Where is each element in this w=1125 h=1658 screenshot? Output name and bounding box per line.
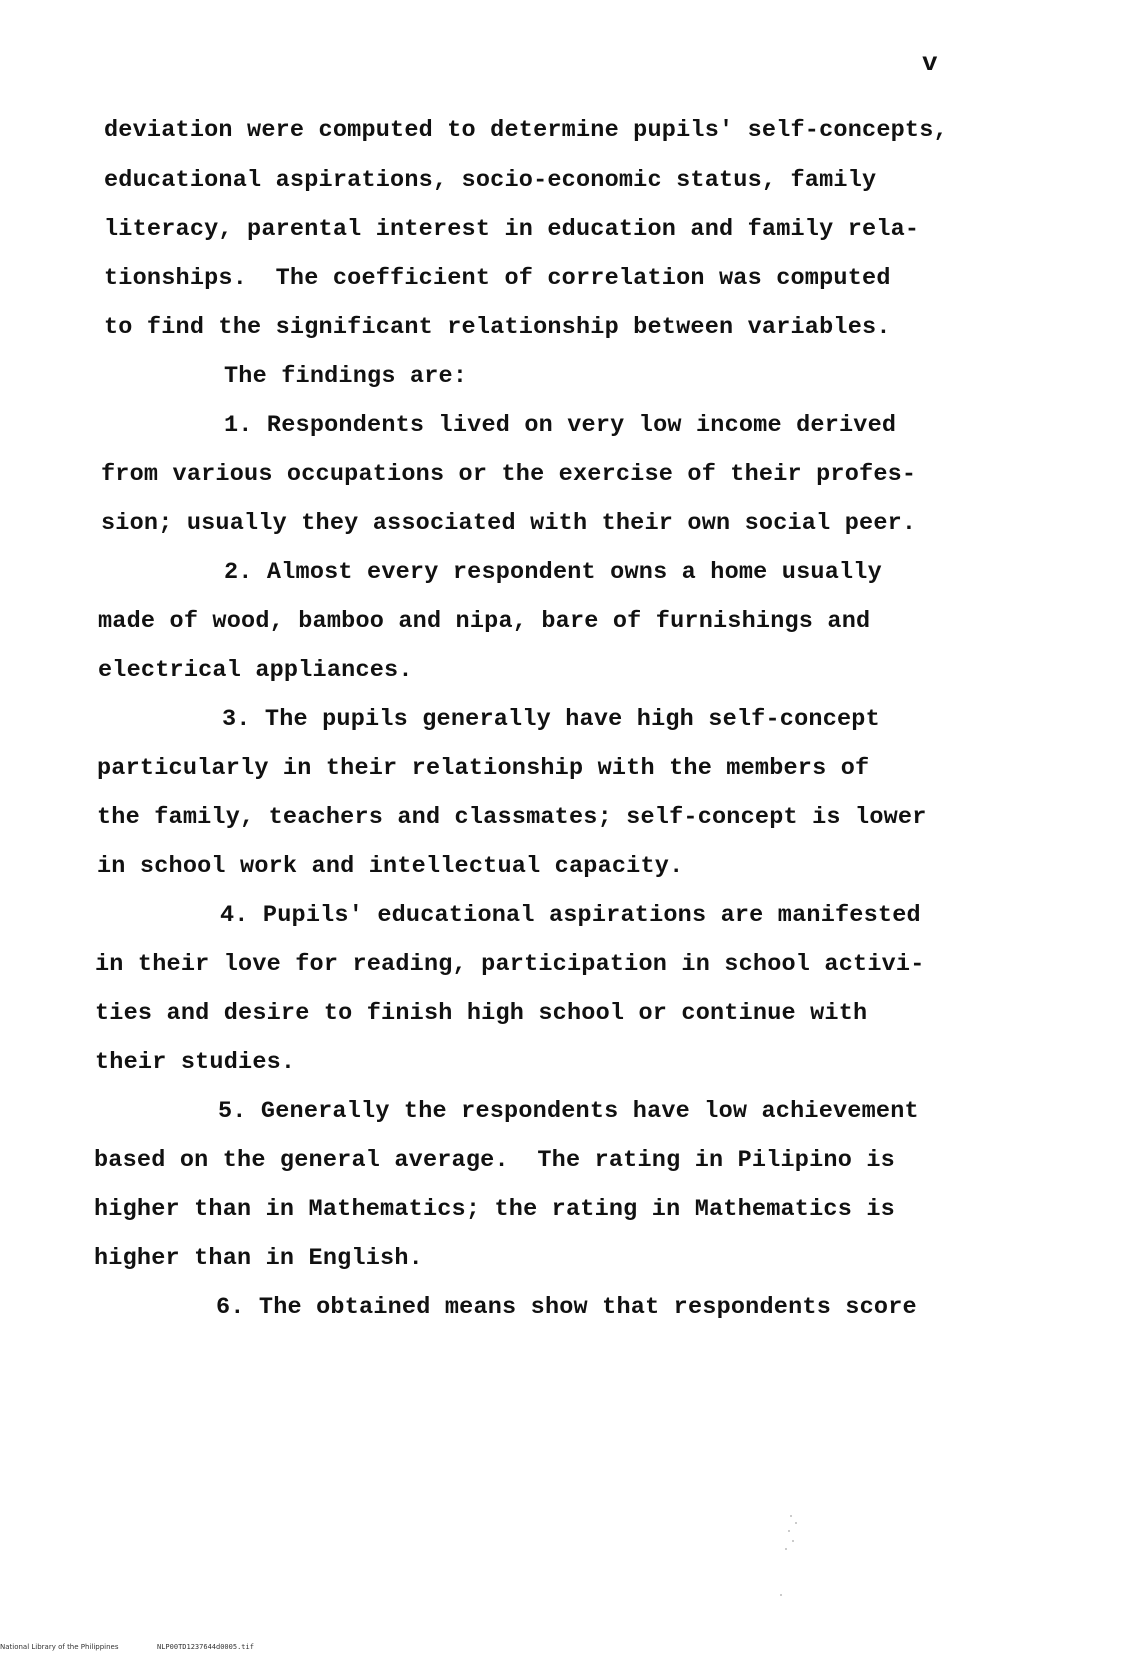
text-line: electrical appliances. xyxy=(98,657,413,684)
text-line: ties and desire to finish high school or continue with xyxy=(95,1000,868,1027)
text-line: higher than in English. xyxy=(94,1245,423,1272)
text-line: sion; usually they associated with their own social peer. xyxy=(101,510,917,537)
scan-speck xyxy=(788,1530,790,1532)
text-line: to find the significant relationship between variables. xyxy=(104,314,891,341)
text-line: based on the general average. The rating in Pilipino is xyxy=(94,1147,895,1174)
text-line: tionships. The coefficient of correlation was computed xyxy=(104,265,891,292)
text-line: in school work and intellectual capacity. xyxy=(97,853,684,880)
text-line: the family, teachers and classmates; self-concept is lower xyxy=(97,804,927,831)
text-line: 4. Pupils' educational aspirations are manifested xyxy=(220,902,921,929)
text-line: deviation were computed to determine pupils' self-concepts, xyxy=(104,117,948,144)
text-line: educational aspirations, socio-economic status, family xyxy=(104,167,877,194)
footer-library: National Library of the Philippines xyxy=(0,1643,119,1651)
text-line: from various occupations or the exercise of their profes- xyxy=(101,461,917,488)
scan-speck xyxy=(792,1540,794,1542)
page-number: v xyxy=(922,48,938,78)
text-line: 5. Generally the respondents have low achievement xyxy=(218,1098,919,1125)
text-line: particularly in their relationship with the members of xyxy=(97,755,870,782)
text-line: made of wood, bamboo and nipa, bare of furnishings and xyxy=(98,608,871,635)
footer-filename: NLP00TD1237644d0005.tif xyxy=(157,1643,254,1651)
scan-speck xyxy=(790,1515,792,1517)
text-line: 1. Respondents lived on very low income derived xyxy=(224,412,897,439)
text-line: 2. Almost every respondent owns a home usually xyxy=(224,559,882,586)
text-line: higher than in Mathematics; the rating in Mathematics is xyxy=(94,1196,895,1223)
text-line: The findings are: xyxy=(224,363,468,390)
scan-speck xyxy=(785,1548,787,1550)
text-line: in their love for reading, participation in school activi- xyxy=(95,951,925,978)
scan-speck xyxy=(795,1522,797,1524)
text-line: literacy, parental interest in education and family rela- xyxy=(104,216,920,243)
text-line: 6. The obtained means show that respondents score xyxy=(216,1294,917,1321)
text-line: their studies. xyxy=(95,1049,296,1076)
text-line: 3. The pupils generally have high self-concept xyxy=(222,706,880,733)
scan-speck xyxy=(780,1594,782,1596)
